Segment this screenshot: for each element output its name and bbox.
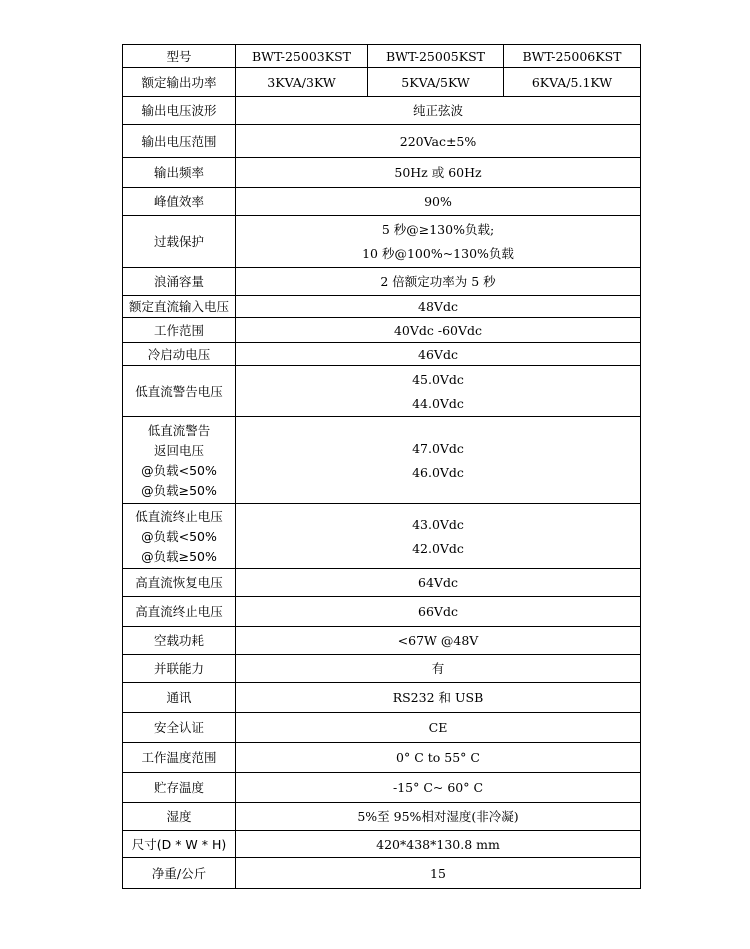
row-label: 空载功耗 <box>123 627 236 655</box>
table-row <box>123 803 641 831</box>
table-row <box>123 268 641 296</box>
label-line: @负载<50% <box>141 462 217 478</box>
row-value: -15° C~ 60° C <box>236 773 641 803</box>
row-value: RS232 和 USB <box>236 683 641 713</box>
row-value <box>236 366 641 417</box>
table-row <box>123 504 641 569</box>
table-row <box>123 216 641 268</box>
table-row <box>123 158 641 188</box>
row-value: 220Vac±5% <box>236 125 641 158</box>
value-line: 46.0Vdc <box>412 464 464 480</box>
table-row <box>123 125 641 158</box>
table-row <box>123 417 641 504</box>
rated-power-3: 6KVA/5.1KW <box>504 68 641 97</box>
row-label: 通讯 <box>123 683 236 713</box>
table-row <box>123 627 641 655</box>
row-label: 高直流恢复电压 <box>123 569 236 597</box>
table-row <box>123 683 641 713</box>
rated-power-2: 5KVA/5KW <box>368 68 504 97</box>
row-label: 输出频率 <box>123 158 236 188</box>
row-label: 浪涌容量 <box>123 268 236 296</box>
label-line: @负载≥50% <box>141 482 217 498</box>
row-label <box>123 417 236 504</box>
model-2: BWT-25005KST <box>368 45 504 68</box>
table-row <box>123 296 641 318</box>
table-row <box>123 569 641 597</box>
row-value <box>236 504 641 569</box>
row-value: 0° C to 55° C <box>236 743 641 773</box>
row-label: 峰值效率 <box>123 188 236 216</box>
row-value <box>236 216 641 268</box>
table-row <box>123 343 641 366</box>
table-row <box>123 773 641 803</box>
table-row <box>123 45 641 68</box>
label-line: 低直流警告 <box>147 422 211 438</box>
row-value: 90% <box>236 188 641 216</box>
label-line: @负载≥50% <box>141 548 217 564</box>
row-label: 尺寸(D * W * H) <box>123 831 236 858</box>
model-1: BWT-25003KST <box>236 45 368 68</box>
row-label: 贮存温度 <box>123 773 236 803</box>
row-value: 有 <box>236 655 641 683</box>
row-value: 2 倍额定功率为 5 秒 <box>236 268 641 296</box>
table-row <box>123 713 641 743</box>
table-row <box>123 97 641 125</box>
value-line: 44.0Vdc <box>412 395 464 411</box>
row-value: 420*438*130.8 mm <box>236 831 641 858</box>
row-value: 纯正弦波 <box>236 97 641 125</box>
model-3: BWT-25006KST <box>504 45 641 68</box>
spec-table <box>122 44 641 889</box>
row-value: 5%至 95%相对湿度(非冷凝) <box>236 803 641 831</box>
table-row <box>123 188 641 216</box>
table-row <box>123 318 641 343</box>
table-row <box>123 68 641 97</box>
label-line: 返回电压 <box>153 442 204 458</box>
table-row <box>123 366 641 417</box>
table-row <box>123 858 641 889</box>
row-label <box>123 504 236 569</box>
row-value: <67W @48V <box>236 627 641 655</box>
row-value: 50Hz 或 60Hz <box>236 158 641 188</box>
row-label: 输出电压范围 <box>123 125 236 158</box>
row-label: 安全认证 <box>123 713 236 743</box>
row-value: 40Vdc -60Vdc <box>236 318 641 343</box>
row-label: 过载保护 <box>123 216 236 268</box>
table-row <box>123 655 641 683</box>
row-value <box>236 417 641 504</box>
label-line: @负载<50% <box>141 528 217 544</box>
row-label: 额定直流输入电压 <box>123 296 236 318</box>
value-line: 47.0Vdc <box>412 440 464 456</box>
row-value: 46Vdc <box>236 343 641 366</box>
table-row <box>123 831 641 858</box>
row-value: 48Vdc <box>236 296 641 318</box>
rated-power-label: 额定输出功率 <box>123 68 236 97</box>
row-value: 64Vdc <box>236 569 641 597</box>
row-label: 低直流警告电压 <box>123 366 236 417</box>
row-label: 高直流终止电压 <box>123 597 236 627</box>
value-line: 42.0Vdc <box>412 540 464 556</box>
row-label: 净重/公斤 <box>123 858 236 889</box>
table-row <box>123 743 641 773</box>
row-label: 输出电压波形 <box>123 97 236 125</box>
row-label: 并联能力 <box>123 655 236 683</box>
value-line: 43.0Vdc <box>412 516 464 532</box>
row-value: CE <box>236 713 641 743</box>
row-label: 湿度 <box>123 803 236 831</box>
value-line: 5 秒@≥130%负载; <box>381 222 495 237</box>
table-row <box>123 597 641 627</box>
label-line: 低直流终止电压 <box>135 508 223 524</box>
row-value: 66Vdc <box>236 597 641 627</box>
rated-power-1: 3KVA/3KW <box>236 68 368 97</box>
row-value: 15 <box>236 858 641 889</box>
value-line: 10 秒@100%~130%负载 <box>362 246 514 261</box>
model-label: 型号 <box>123 45 236 68</box>
row-label: 工作范围 <box>123 318 236 343</box>
value-line: 45.0Vdc <box>412 371 464 387</box>
row-label: 冷启动电压 <box>123 343 236 366</box>
row-label: 工作温度范围 <box>123 743 236 773</box>
